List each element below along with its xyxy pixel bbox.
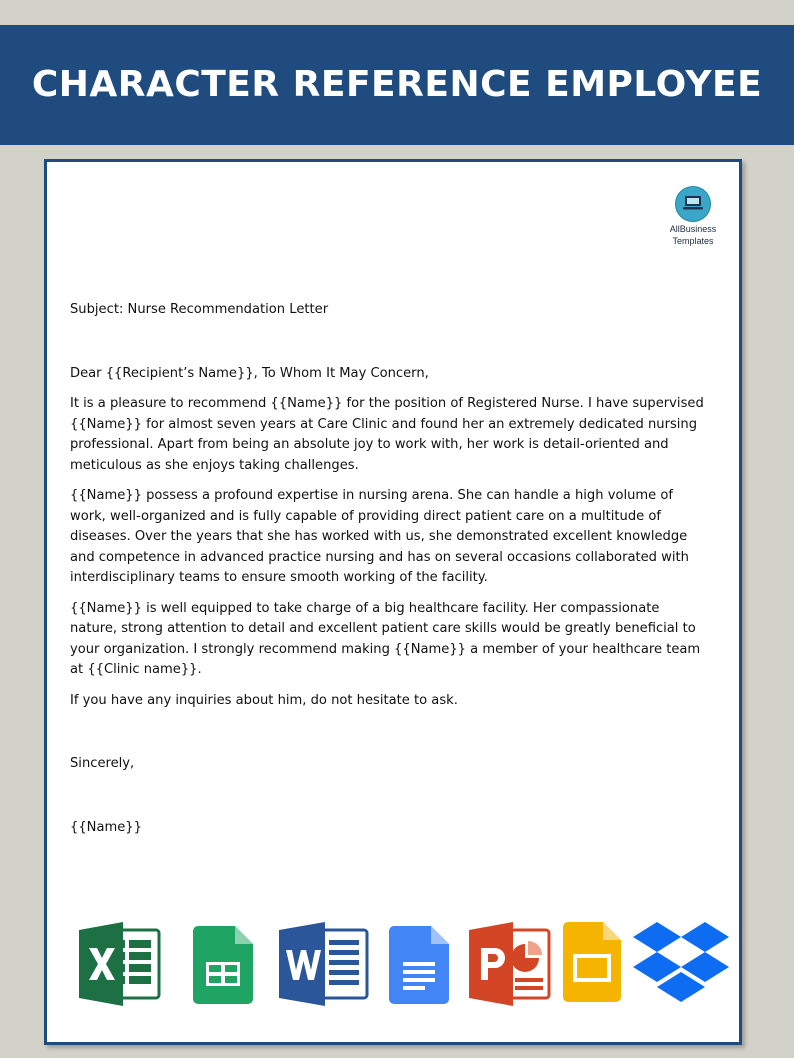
google-slides-icon — [563, 922, 621, 1002]
letter-signature: {{Name}} — [70, 819, 142, 835]
letter-paragraph-4: If you have any inquiries about him, do not hesitate to ask. — [70, 692, 458, 708]
document-page — [44, 159, 742, 1045]
google-docs-icon — [389, 926, 449, 1004]
page-title: CHARACTER REFERENCE EMPLOYEE — [31, 64, 763, 105]
logo-text-line1: AllBusiness — [669, 224, 717, 234]
letter-closing: Sincerely, — [70, 756, 135, 771]
letter-subject: Subject: Nurse Recommendation Letter — [70, 302, 329, 317]
letter-paragraph-1: It is a pleasure to recommend {{Name}} for the position of Registered Nurse. I have supervised {{Name}} for almost seven years at Care Clinic and found her an extremely dedicated nursing professional. Apart from being an absolute joy to work with, her work is detail-oriented and meticulous as she enjoys taking challenges. — [70, 396, 704, 473]
letter-body — [70, 300, 710, 838]
title-banner — [0, 25, 794, 145]
app-icons-row — [77, 922, 737, 1012]
laptop-icon — [675, 186, 711, 222]
letter-salutation: Dear {{Recipient’s Name}}, To Whom It May Concern, — [70, 365, 429, 381]
allbusiness-logo — [663, 186, 723, 246]
google-sheets-icon — [193, 926, 253, 1004]
word-icon — [277, 922, 369, 1006]
dropbox-icon — [633, 922, 729, 1010]
logo-text-line2: Templates — [672, 236, 714, 246]
letter-paragraph-2: {{Name}} possess a profound expertise in nursing arena. She can handle a high volume of work, well-organized and is fully capable of providing direct patient care on a multitude of diseases. Over the years that she has worked with us, she demonstrated excellent knowledge and competence in advanced practice nursing and has on several occasions collaborated with interdisciplinary teams to ensure smooth working of the facility. — [70, 488, 689, 585]
powerpoint-icon — [467, 922, 551, 1006]
excel-icon — [77, 922, 161, 1006]
letter-paragraph-3: {{Name}} is well equipped to take charge of a big healthcare facility. Her compassionate nature, strong attention to detail and excellent patient care skills would be greatly beneficial to your organization. I strongly recommend making {{Name}} a member of your healthcare team at {{Clinic name}}. — [70, 600, 701, 677]
